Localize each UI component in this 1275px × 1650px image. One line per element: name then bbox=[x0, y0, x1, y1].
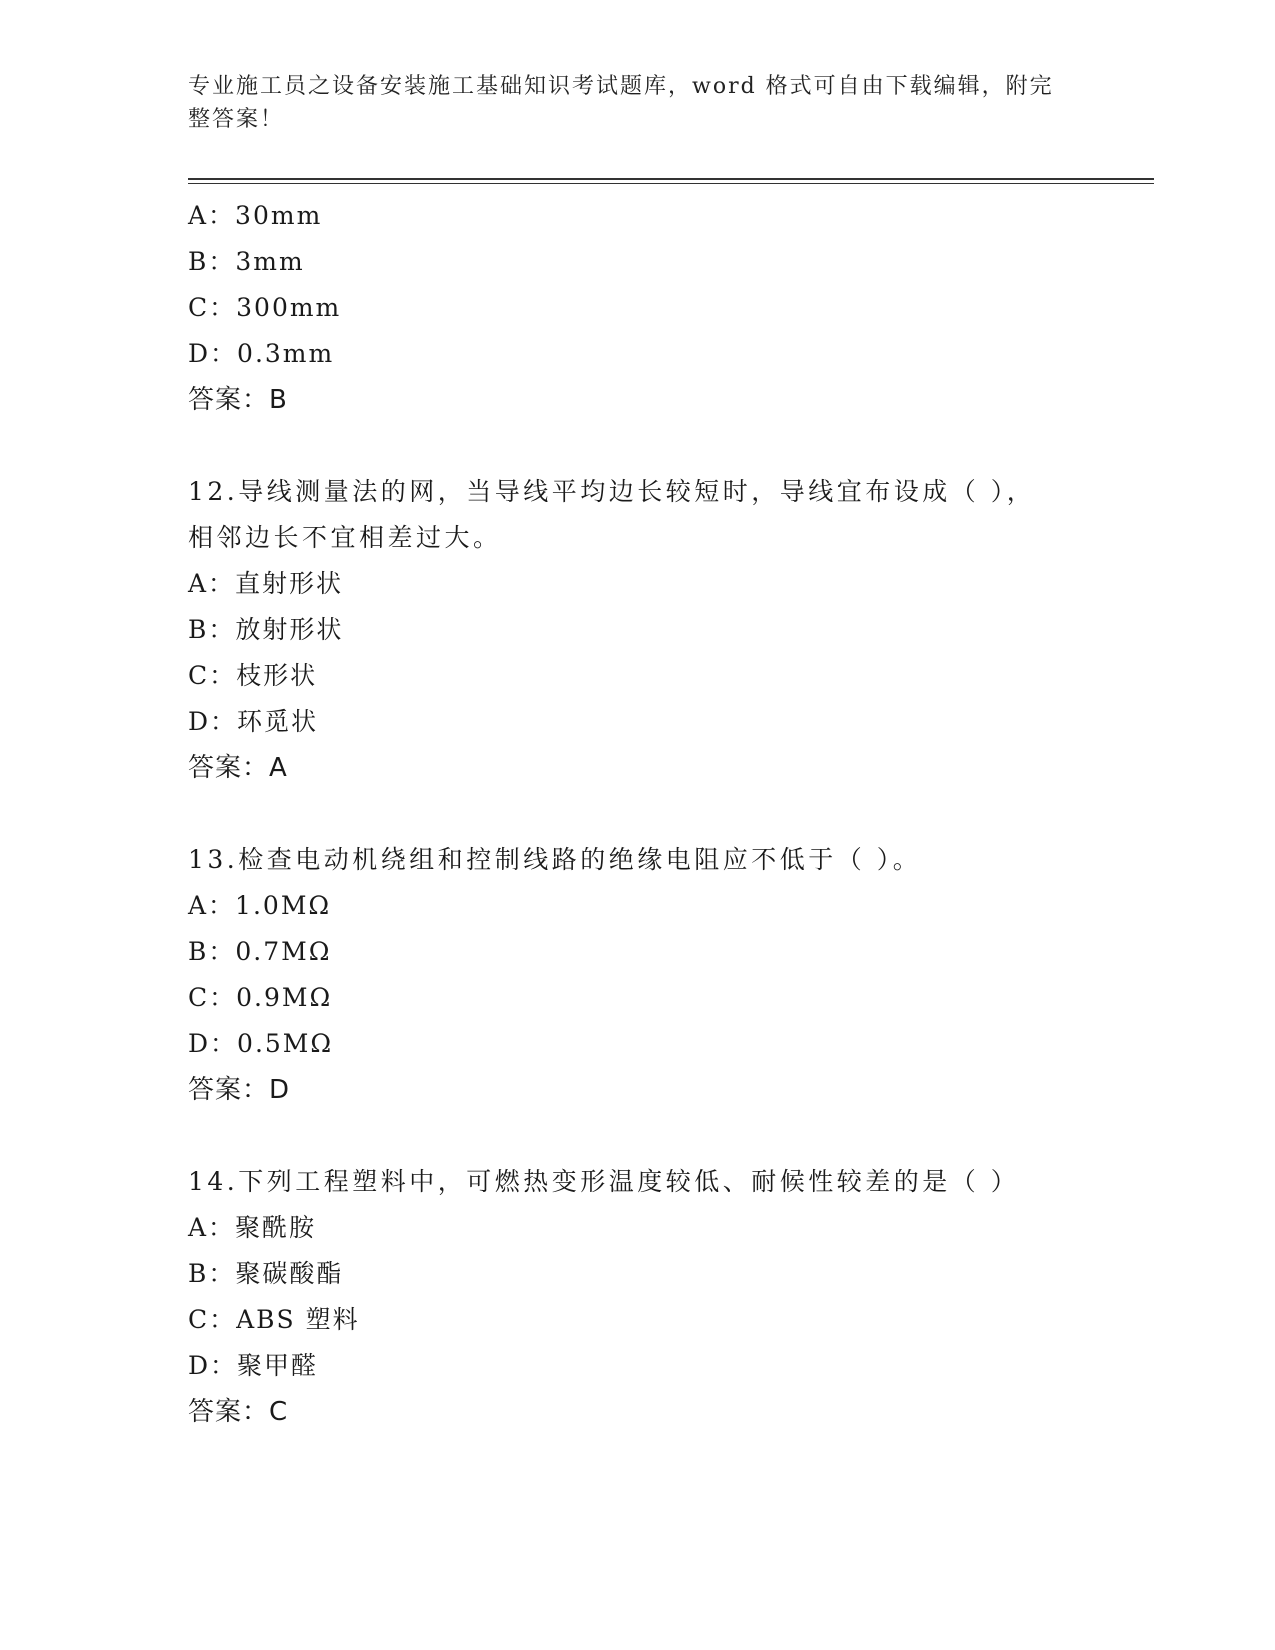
option-b: B：聚碳酸酯 bbox=[188, 1259, 344, 1288]
question-text-line-1: 12.导线测量法的网，当导线平均边长较短时，导线宜布设成（ ）， bbox=[188, 477, 1036, 506]
option-a: A：聚酰胺 bbox=[188, 1213, 317, 1242]
question-text-line-2: 相邻边长不宜相差过大。 bbox=[188, 523, 502, 552]
answer: 答案：A bbox=[188, 753, 288, 783]
option-c: C：ABS 塑料 bbox=[188, 1305, 360, 1334]
option-a: A：直射形状 bbox=[188, 569, 344, 598]
header-rule-thick bbox=[188, 178, 1154, 180]
header-rule-thin bbox=[188, 183, 1154, 184]
option-d: D：聚甲醛 bbox=[188, 1351, 319, 1380]
option-a: A：30mm bbox=[188, 201, 323, 230]
option-d: D：0.5MΩ bbox=[188, 1029, 334, 1058]
option-b: B：放射形状 bbox=[188, 615, 344, 644]
spacer bbox=[188, 1113, 1088, 1159]
option-b: B：3mm bbox=[188, 247, 305, 276]
question-list bbox=[188, 193, 1088, 1435]
option-c: C：0.9MΩ bbox=[188, 983, 333, 1012]
question-11 bbox=[188, 193, 1088, 423]
option-b: B：0.7MΩ bbox=[188, 937, 332, 966]
question-text: 14.下列工程塑料中，可燃热变形温度较低、耐候性较差的是（ ） bbox=[188, 1167, 1020, 1196]
answer: 答案：C bbox=[188, 1397, 289, 1427]
question-13 bbox=[188, 837, 1088, 1113]
header-line-2: 整答案！ bbox=[188, 107, 285, 132]
question-text: 13.检查电动机绕组和控制线路的绝缘电阻应不低于（ ）。 bbox=[188, 845, 922, 874]
option-a: A：1.0MΩ bbox=[188, 891, 332, 920]
answer: 答案：B bbox=[188, 385, 288, 415]
option-c: C：300mm bbox=[188, 293, 342, 322]
answer: 答案：D bbox=[188, 1075, 291, 1105]
option-c: C：枝形状 bbox=[188, 661, 318, 690]
option-d: D：环觅状 bbox=[188, 707, 319, 736]
question-12 bbox=[188, 469, 1088, 791]
spacer bbox=[188, 791, 1088, 837]
header-line-1: 专业施工员之设备安装施工基础知识考试题库，word 格式可自由下载编辑，附完 bbox=[188, 74, 1054, 99]
spacer bbox=[188, 423, 1088, 469]
option-d: D：0.3mm bbox=[188, 339, 335, 368]
question-14 bbox=[188, 1159, 1088, 1435]
document-header bbox=[188, 70, 1068, 136]
